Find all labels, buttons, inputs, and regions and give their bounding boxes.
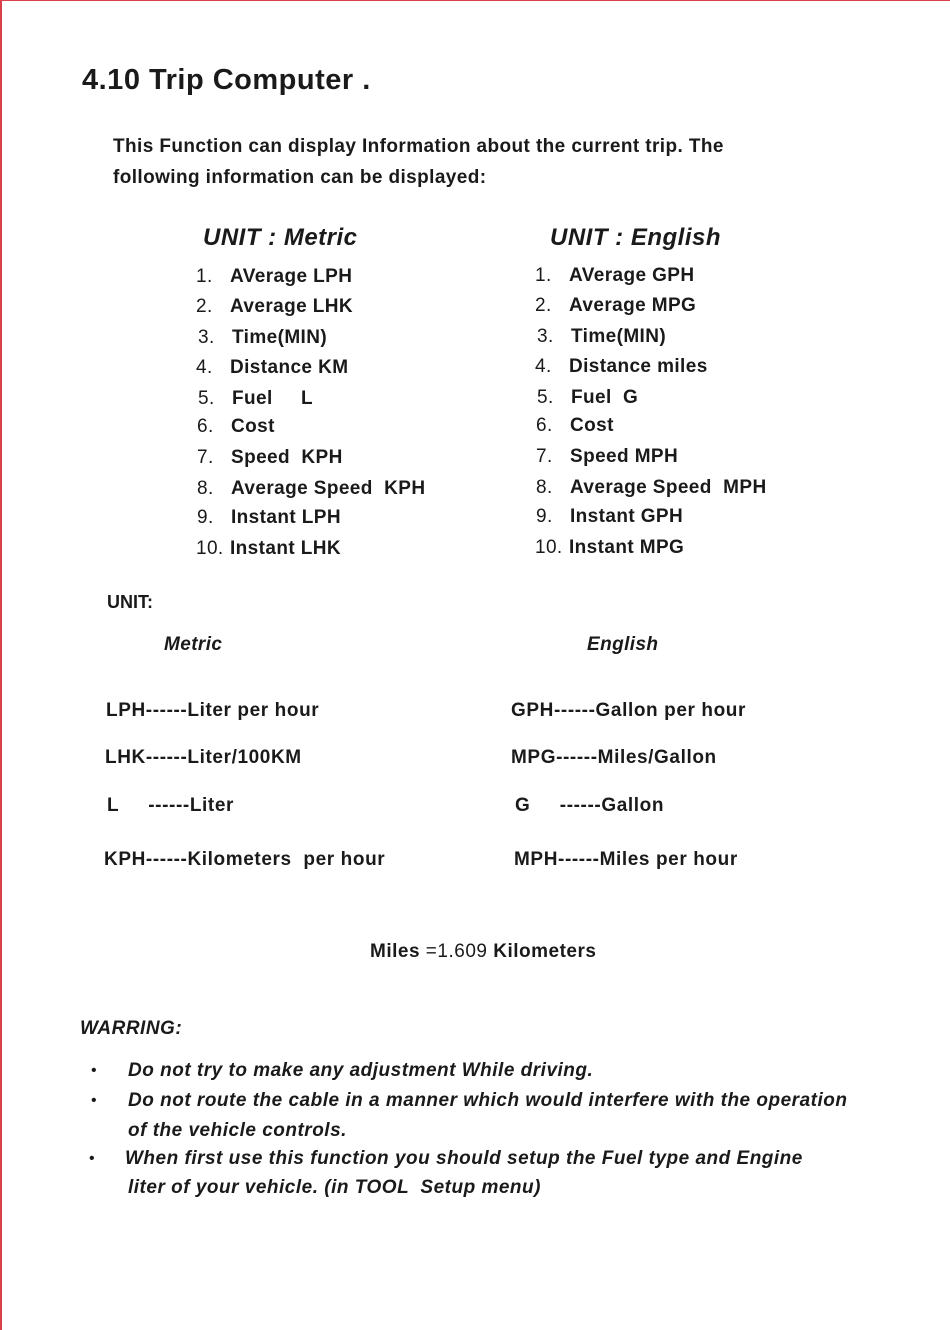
english-item: 8. Average Speed MPH — [536, 477, 767, 498]
metric-item: 8. Average Speed KPH — [197, 478, 426, 499]
metric-item: 5. Fuel L — [198, 388, 314, 409]
warning-bullet: • — [91, 1062, 97, 1079]
english-def-g: G ------Gallon — [515, 795, 665, 816]
warning-item-1: Do not try to make any adjustment While driving. — [128, 1060, 594, 1081]
intro-line-1: This Function can display Information about the current trip. The — [113, 136, 724, 157]
metric-item: 2. Average LHK — [196, 296, 354, 317]
section-title: 4.10 Trip Computer . — [82, 64, 371, 96]
warning-label: WARRING: — [80, 1018, 183, 1039]
english-def-mph: MPH------Miles per hour — [514, 849, 738, 870]
conversion-line: Miles =1.609 Kilometers — [370, 941, 597, 962]
metric-heading: UNIT : Metric — [203, 224, 358, 251]
english-item: 6. Cost — [536, 415, 614, 436]
english-item: 5. Fuel G — [537, 387, 639, 408]
english-item: 7. Speed MPH — [536, 446, 679, 467]
metric-item: 9. Instant LPH — [197, 507, 341, 528]
metric-def-kph: KPH------Kilometers per hour — [104, 849, 386, 870]
english-item: 2. Average MPG — [535, 295, 697, 316]
metric-item: 1. AVerage LPH — [196, 266, 353, 287]
warning-item-3-line-1: When first use this function you should setup the Fuel type and Engine — [125, 1148, 803, 1169]
english-heading: UNIT : English — [550, 224, 721, 251]
metric-item: 6. Cost — [197, 416, 275, 437]
warning-item-2-line-1: Do not route the cable in a manner which would interfere with the operation — [128, 1090, 848, 1111]
english-def-gph: GPH------Gallon per hour — [511, 700, 746, 721]
warning-item-2-line-2: of the vehicle controls. — [128, 1120, 347, 1141]
metric-def-l: L ------Liter — [107, 795, 234, 816]
units-english-heading: English — [587, 634, 659, 655]
english-def-mpg: MPG------Miles/Gallon — [511, 747, 717, 768]
english-item: 1. AVerage GPH — [535, 265, 695, 286]
intro-line-2: following information can be displayed: — [113, 167, 487, 188]
metric-item: 4. Distance KM — [196, 357, 349, 378]
english-item: 4. Distance miles — [535, 356, 708, 377]
metric-item: 10. Instant LHK — [196, 538, 342, 559]
metric-def-lph: LPH------Liter per hour — [106, 700, 320, 721]
metric-item: 7. Speed KPH — [197, 447, 343, 468]
page-edge-top — [0, 0, 950, 1]
english-item: 9. Instant GPH — [536, 506, 684, 527]
warning-item-3-line-2: liter of your vehicle. (in TOOL Setup menu) — [128, 1177, 541, 1198]
english-item: 10. Instant MPG — [535, 537, 685, 558]
warning-bullet: • — [91, 1092, 97, 1109]
metric-item: 3. Time(MIN) — [198, 327, 328, 348]
warning-bullet: • — [89, 1150, 95, 1167]
english-item: 3. Time(MIN) — [537, 326, 667, 347]
units-metric-heading: Metric — [164, 634, 223, 655]
units-label: UNIT: — [107, 592, 153, 612]
metric-def-lhk: LHK------Liter/100KM — [105, 747, 302, 768]
page-edge-left — [0, 0, 2, 1330]
